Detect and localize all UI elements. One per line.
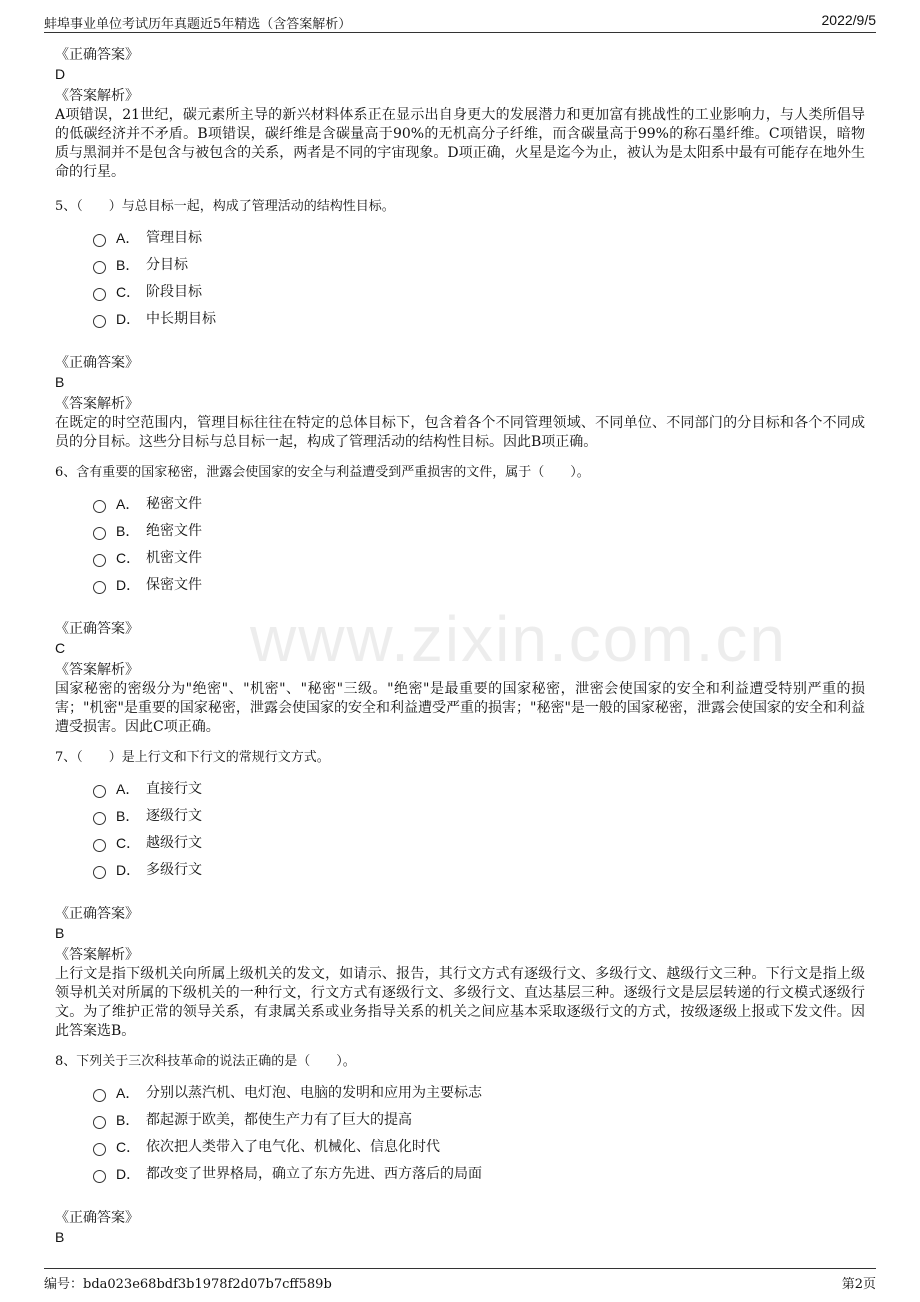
question-stem: 8、下列关于三次科技革命的说法正确的是（ ）。 [55, 1054, 356, 1069]
option-a[interactable] [93, 224, 865, 251]
option-letter: B． [116, 256, 140, 273]
option-list [93, 775, 865, 883]
answer-block [55, 46, 865, 182]
radio-icon[interactable] [93, 812, 106, 825]
radio-icon[interactable] [93, 527, 106, 540]
answer-value: C [55, 640, 66, 656]
radio-icon[interactable] [93, 866, 106, 879]
option-letter: B． [116, 522, 140, 539]
option-letter: D． [116, 310, 141, 327]
option-letter: D． [116, 576, 141, 593]
option-text: 绝密文件 [146, 522, 202, 539]
radio-icon[interactable] [93, 554, 106, 567]
analysis-label: 《答案解析》 [55, 662, 139, 678]
option-text: 保密文件 [146, 576, 202, 593]
radio-icon[interactable] [93, 315, 106, 328]
option-c[interactable] [93, 544, 865, 571]
page-number: 第2页 [841, 1277, 876, 1292]
radio-icon[interactable] [93, 288, 106, 301]
option-letter: C． [116, 283, 141, 300]
radio-icon[interactable] [93, 581, 106, 594]
option-text: 阶段目标 [146, 283, 202, 300]
option-b[interactable] [93, 517, 865, 544]
option-d[interactable] [93, 856, 865, 883]
document-code: 编号：bda023e68bdf3b1978f2d07b7cff589b [44, 1277, 332, 1292]
option-c[interactable] [93, 829, 865, 856]
option-text: 分目标 [146, 256, 188, 273]
option-letter: D． [116, 1165, 141, 1182]
option-letter: C． [116, 549, 141, 566]
option-text: 依次把人类带入了电气化、机械化、信息化时代 [146, 1138, 440, 1155]
option-text: 管理目标 [146, 229, 202, 246]
answer-label: 《正确答案》 [55, 621, 139, 637]
radio-icon[interactable] [93, 1170, 106, 1183]
radio-icon[interactable] [93, 785, 106, 798]
option-letter: A． [116, 229, 140, 246]
option-d[interactable] [93, 571, 865, 598]
option-a[interactable] [93, 1079, 865, 1106]
question-stem: 5、（ ）与总目标一起，构成了管理活动的结构性目标。 [55, 199, 395, 214]
option-c[interactable] [93, 278, 865, 305]
analysis-label: 《答案解析》 [55, 88, 139, 104]
analysis-text: 上行文是指下级机关向所属上级机关的发文，如请示、报告，其行文方式有逐级行文、多级行文、越级行文三种。下行文是指上级领导机关对所属的下级机关的一种行文，行文方式有逐级行文、多级行文、直达基层三种。逐级行文是层层转递的行文模式逐级行文。为了维护正常的领导关系，有隶属关系或业务指导关系的机关之间应基本采取逐级行文的方式，按级逐级上报或下发文件。因此答案选B。 [55, 966, 865, 1039]
option-text: 都起源于欧美，都使生产力有了巨大的提高 [146, 1111, 412, 1128]
answer-label: 《正确答案》 [55, 1210, 139, 1226]
answer-value: B [55, 374, 65, 390]
radio-icon[interactable] [93, 1116, 106, 1129]
radio-icon[interactable] [93, 1143, 106, 1156]
answer-label: 《正确答案》 [55, 906, 139, 922]
option-d[interactable] [93, 1160, 865, 1187]
document-title: 蚌埠事业单位考试历年真题近5年精选（含答案解析） [44, 17, 352, 32]
option-text: 逐级行文 [146, 807, 202, 824]
question-stem: 7、（ ）是上行文和下行文的常规行文方式。 [55, 750, 330, 765]
answer-label: 《正确答案》 [55, 355, 139, 371]
option-b[interactable] [93, 251, 865, 278]
answer-value: B [55, 925, 65, 941]
analysis-text: 国家秘密的密级分为"绝密"、"机密"、"秘密"三级。"绝密"是最重要的国家秘密，泄密会使国家的安全和利益遭受特别严重的损害；"机密"是重要的国家秘密，泄露会使国家的安全和利益遭受严重的损害；"秘密"是一般的国家秘密，泄露会使国家的安全和利益遭受损害。因此C项正确。 [55, 681, 865, 735]
option-text: 分别以蒸汽机、电灯泡、电脑的发明和应用为主要标志 [146, 1084, 482, 1101]
analysis-text: 在既定的时空范围内，管理目标往往在特定的总体目标下，包含着各个不同管理领域、不同单位、不同部门的分目标和各个不同成员的分目标。这些分目标与总目标一起，构成了管理活动的结构性目标。因此B项正确。 [55, 415, 865, 450]
question-6 [55, 464, 865, 737]
question-7 [55, 749, 865, 1041]
radio-icon[interactable] [93, 234, 106, 247]
question-5 [55, 198, 865, 452]
option-letter: C． [116, 834, 141, 851]
option-letter: B． [116, 1111, 140, 1128]
answer-label: 《正确答案》 [55, 47, 139, 63]
option-c[interactable] [93, 1133, 865, 1160]
radio-icon[interactable] [93, 500, 106, 513]
page-footer [44, 1268, 876, 1299]
option-b[interactable] [93, 802, 865, 829]
answer-value: B [55, 1229, 65, 1245]
analysis-label: 《答案解析》 [55, 947, 139, 963]
option-d[interactable] [93, 305, 865, 332]
question-8 [55, 1053, 865, 1246]
option-text: 中长期目标 [146, 310, 216, 327]
answer-value: D [55, 66, 66, 82]
analysis-text: A项错误，21世纪，碳元素所主导的新兴材料体系正在显示出自身更大的发展潜力和更加富有挑战性的工业影响力，与人类所倡导的低碳经济并不矛盾。B项错误，碳纤维是含碳量高于90%的无机高分子纤维，而含碳量高于99%的称石墨纤维。C项错误，暗物质与黑洞并不是包含与被包含的关系，两者是不同的宇宙现象。D项正确，火星是迄今为止，被认为是太阳系中最有可能存在地外生命的行星。 [55, 107, 865, 180]
option-text: 都改变了世界格局，确立了东方先进、西方落后的局面 [146, 1165, 482, 1182]
question-stem: 6、含有重要的国家秘密，泄露会使国家的安全与利益遭受到严重损害的文件，属于（ ）。 [55, 465, 590, 480]
option-a[interactable] [93, 775, 865, 802]
option-letter: B． [116, 807, 140, 824]
option-list [93, 490, 865, 598]
option-list [93, 1079, 865, 1187]
page-header [44, 12, 876, 33]
option-text: 秘密文件 [146, 495, 202, 512]
option-text: 机密文件 [146, 549, 202, 566]
option-text: 多级行文 [146, 861, 202, 878]
option-letter: A． [116, 1084, 140, 1101]
option-list [93, 224, 865, 332]
analysis-label: 《答案解析》 [55, 396, 139, 412]
radio-icon[interactable] [93, 1089, 106, 1102]
document-date: 2022/9/5 [821, 12, 876, 28]
option-text: 越级行文 [146, 834, 202, 851]
watermark: www.zixin.com.cn [250, 603, 787, 675]
document-body [55, 46, 865, 1246]
option-letter: A． [116, 780, 140, 797]
option-letter: A． [116, 495, 140, 512]
option-b[interactable] [93, 1106, 865, 1133]
option-letter: C． [116, 1138, 141, 1155]
radio-icon[interactable] [93, 839, 106, 852]
option-a[interactable] [93, 490, 865, 517]
option-letter: D． [116, 861, 141, 878]
radio-icon[interactable] [93, 261, 106, 274]
option-text: 直接行文 [146, 780, 202, 797]
